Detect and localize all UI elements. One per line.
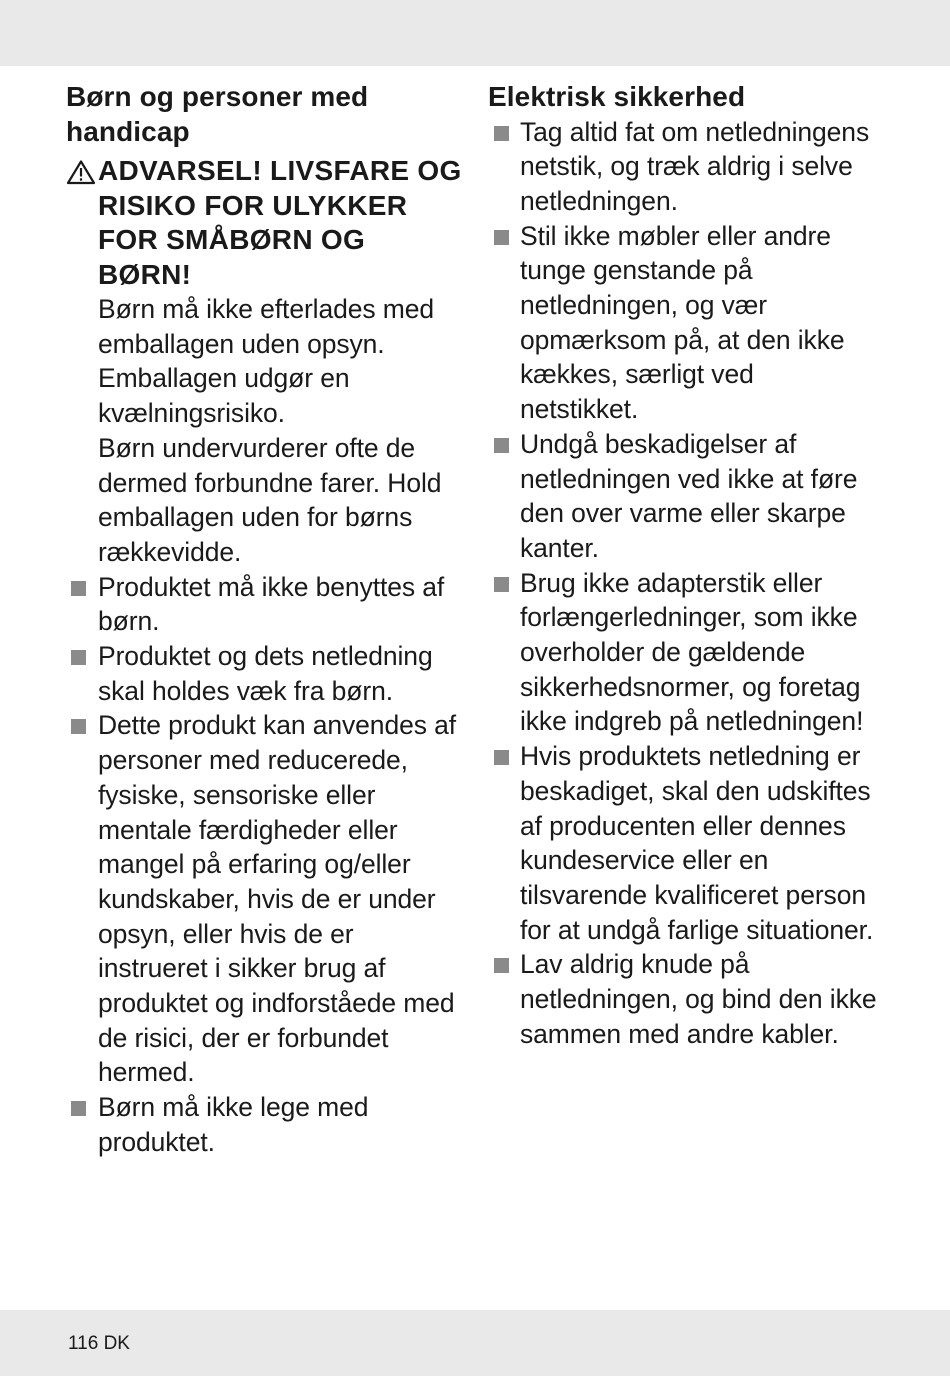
warning-block — [66, 154, 466, 292]
warning-paragraph: Børn må ikke efterlades med emballagen uden opsyn. Emballagen udgør en kvælningsrisiko. — [98, 294, 435, 429]
square-bullet-icon — [494, 577, 509, 592]
section-children-handicap — [66, 80, 466, 1160]
square-bullet-icon — [494, 958, 509, 973]
list-item — [488, 947, 878, 1051]
bullet-list — [66, 570, 466, 1160]
square-bullet-icon — [71, 581, 86, 596]
square-bullet-icon — [71, 650, 86, 665]
list-item-text: Dette produkt kan anvendes af personer med reducerede, fysiske, sensoriske eller mentale færdigheder eller mangel på erfaring og/eller kundskaber, hvis de er under opsyn, eller hvis de er instrueret i sikker brug af produktet og indforståede med de risici, der er forbundet hermed. — [98, 710, 457, 1088]
square-bullet-icon — [494, 438, 509, 453]
section-electrical-safety — [488, 80, 878, 1051]
list-item — [66, 639, 466, 708]
bottom-band — [0, 1310, 950, 1376]
list-item-text: Produktet og dets netledning skal holdes væk fra børn. — [98, 641, 433, 706]
top-band — [0, 0, 950, 66]
warning-title: ADVARSEL! LIVSFARE OG RISIKO FOR ULYKKER FOR SMÅBØRN OG BØRN! — [98, 155, 462, 290]
square-bullet-icon — [494, 750, 509, 765]
page-number: 116 DK — [68, 1333, 130, 1354]
square-bullet-icon — [71, 1101, 86, 1116]
square-bullet-icon — [71, 719, 86, 734]
list-item — [488, 739, 878, 947]
list-item-text: Tag altid fat om netledningens netstik, og træk aldrig i selve netledningen. — [520, 116, 870, 216]
list-item — [66, 570, 466, 639]
section-heading: Elektrisk sikkerhed — [488, 81, 746, 112]
list-item-text: Produktet må ikke benyttes af børn. — [98, 571, 445, 637]
list-item-text: Undgå beskadigelser af netledningen ved ikke at føre den over varme eller skarpe kanter. — [520, 428, 858, 563]
list-item-text: Brug ikke adapterstik eller forlængerledninger, som ikke overholder de gældende sikkerhedsnormer, og foretag ikke indgreb på netledningen! — [520, 567, 864, 737]
list-item — [488, 219, 878, 427]
list-item-text: Hvis produktets netledning er beskadiget, skal den udskiftes af producenten eller dennes kundeservice eller en tilsvarende kvalificeret person for at undgå farlige situationer. — [520, 741, 874, 945]
list-item-text: Stil ikke møbler eller andre tunge genstande på netledningen, og vær opmærksom på, at den ikke kækkes, særligt ved netstikket. — [520, 220, 845, 425]
square-bullet-icon — [494, 126, 509, 141]
warning-triangle-icon — [66, 159, 96, 185]
list-item — [488, 566, 878, 740]
list-item-text: Lav aldrig knude på netledningen, og bind den ikke sammen med andre kabler. — [520, 949, 877, 1049]
square-bullet-icon — [494, 230, 509, 245]
bullet-list — [488, 115, 878, 1052]
list-item — [488, 427, 878, 566]
list-item — [66, 1090, 466, 1159]
list-item-text: Børn må ikke lege med produktet. — [98, 1092, 369, 1157]
list-item — [66, 708, 466, 1090]
section-heading: Børn og personer med handicap — [66, 81, 369, 147]
warning-paragraph: Børn undervurderer ofte de dermed forbundne farer. Hold emballagen uden for børns rækkevidde. — [98, 432, 442, 567]
list-item — [488, 115, 878, 219]
